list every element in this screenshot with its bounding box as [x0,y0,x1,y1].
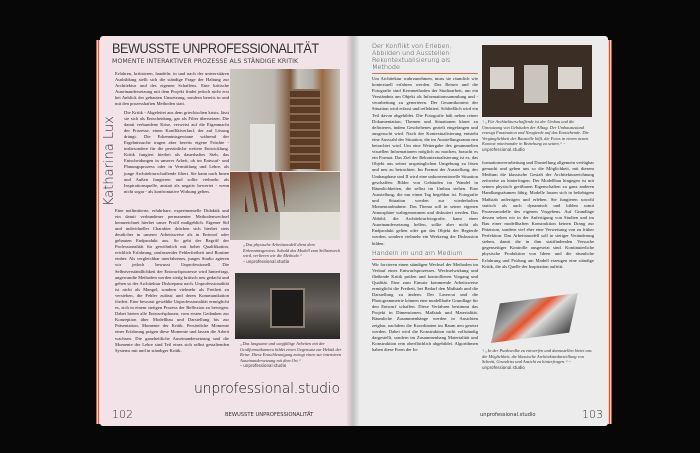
body-paragraph-2: Eine notlimitierte, erfahrbare, experimentelle Didaktik und ein damit verbundener permanenter Methodenwechsel kennzeichnet hierbei unser Profil maßgeblich. Eigener Stil und individueller Charakter drücken sich hierbei stets deutlicher in unserer Arbeitsweise als in Entwurf oder gebauten Endprodukt aus. So geht der Begriff der Professionalität für gewöhnlich mit hoher Qualifikation, reichlich Erfahrung, umfassender Fehlerfreiheit und Routine einher. Als vergleichbar unerfahrenes, junges Studio agieren wir jedoch bewusst Unprofessionell. Die Selbstverständlichkeit der Entwurfsprozesse wird hinterfragt, angewandte Methoden werden stetig kritisch neu gedacht und gehen so der Architektur Diskrepanz nach. Unprofessionalität ist nicht als Mangel, sondern vielmehr als Freiheit zu verstehen, die Fehler zulässt und deren Kommunikation fördert. Eine bewusst gewählte Unprofessionalität ermöglicht es, sich in einem stetigen Prozess der Reflexion zu bewegen. Dabei bieten alle Entwurfsphasen, vom ersten Gedanken zur Konzeption über Modellbau und Darstellung bis zur Präsentation, Momente der Kritik. Persönliche Momente einer Erfahrung prägen diese Momente und lassen die Arbeit wachsen. Die ganzheitliche Auseinandersetzung und die Momente der Lehre sind Teil eines sich selbst gestaltenden Systems mit und in ständiger Kritik. [115,207,229,353]
right-page [352,36,608,426]
heading-rule [372,259,478,260]
section-heading-rekontextualisierung: Der Konflikt von Erleben, Abbilden und Ausstellen: Rekontextualisierung als Methode [372,42,452,71]
left-page [100,36,352,426]
photo-large-format-camera [235,273,340,339]
caption-shop-windows: ↑ „Für Architekturschaffende ist der Umbau und die Umnutzung von Gebäuden der Alltag. Der Umbauzustand erzeugt Faszination und Neugierde auf das Entstehende. Die Vergänglichkeit der Baustelle hilft, die Fotos in einem neuen Kontext miteinander in Beziehung zu setzen.“ – unprofessional.studio [482,119,589,152]
section-heading-handeln: Handeln im und am Medium [372,248,463,257]
intro-paragraph: Erfahren, kritisieren, handeln: in und nach der universitären Ausbildung stellt sich die ständige Frage der Haltung zur Architektur und des eigenen Schaffens. Eine kritische Auseinandersetzung mit dem Projekt findet jedoch nicht erst bei Anblick der gebauten Umsetzung, sondern bereits in und mit den prozesshaften Methoden statt. [115,71,229,107]
book-gutter [346,36,360,426]
photo-interior-bookshelf [230,69,340,171]
article-subtitle: MOMENTE INTERAKTIVER PROZESSE ALS STÄNDIGE KRITIK [112,58,299,65]
running-head-right: unprofessional.studio [480,412,536,418]
section-1 [372,43,478,353]
caption-camera: „Das langsame und sorgfältige Arbeiten mit der Großformatkamera bildet einen Gegensatz zur Hektik der Reise. Diese Entschleunigung zwingt einen zur intensiven Auseinandersetzung mit dem Ort.“ – unprofessional.studio [240,341,342,369]
photo-shop-windows [482,45,592,117]
column-2-text: formationsverarbeitung und Darstellung allgemein verfügbar gemacht und geben uns so die Möglichkeit, mit diesem Medium die klassische Gestalt der Architekturzeichnung zeitweise zu hinterfragen. Der Modellbau hingegen ist mit seinen physisch greifbaren Eigenschaften zu ganz anderen Handlungsräumen fähig. Modelle lassen sich in beliebigem Maßstab anfertigen und erleben. Sie fungieren sowohl statisch als auch dynamisch und bilden somit Prozessmodelle des eigenen Vorgehens. Auf Grundlage dessen sehen wir in der Anfertigung von Studien und im Bau einer modellhaften Konstruktion keinen Drang zur Präzision, sondern viel eher eine Verweisung von zu früher Perfektion. Das Arbeitsmodell soll in stetiger Veränderung stehen, damit die in ihm stattfindenden Versuche gegenseitiger Kontrolle ausgesetzt sind. Kontinuierliche physische Produktion von Ideen und die räumliche Erfahrung und Prüfung am Modell erzeugen eine ständige Kritik, die als Quelle der Inspiration auftritt. [482,160,594,269]
studio-heading: unprofessional.studio [194,381,340,397]
caption-model: „Das physische Arbeitsmodell dient dem Erkenntnisgewinn. Sobald das Modell zum Selbstzweck wird, verlieren wir die Methode.“ – unprofessional.studio [243,242,341,264]
section-1-text: Um Architektur wahrzunehmen, muss sie räumlich wie kontextuell erfahren werden. Das Reisen und die Fotografie sind Kernmethoden der Studioarbeit, um ein Verständnis am Objekt als Informationssammlung und -verarbeitung zu generieren. Der Gesamtkontext der Situation wird erfasst und reflektiert. Schließlich wird ein Teil davon abgebildet. Die Fotografie hält neben reiner Dokumentation, Themen und Situationen klarer zu definieren, indem Geschehenes gezielt eingefangen und ausgesucht wird. Nach der Kontextualisierung entsteht eine Auswahl der Situation, die im Ausstellungsraum neu betrachtet wird. Um eine Weitergabe des gesammelten visuellen Informationen möglich zu machen, braucht es ein Format. Das Ziel der Rekontextualisierung ist es, das Objekt aus seiner ursprünglichen Umgebung zu lösen und neu zu betrachten. Im Format der Ausstellung, der Umbauphase und II wird eine unkonventionelle Situation geschaffen: Bilder von Gebäuden im Wandel in Räumlichkeiten, die selbst im Umbau stehen. Eine Ausstellung, die nur einen Tag begehbar ist. Fotografie und Situation werden zur wiederholten Momentaufnahme. Das Thema soll in seiner eigenen Atmosphäre wahrgenommen und diskutiert werden. Das Abbild, die Architekturfotografie, kann einer Auseinandersetzung helfen, sollte aber nicht als Endprodukt gelten oder gar das Objekt der Begierde werden, sondern vielmehr ein Werkzeug der Diskussion bilden. [372,76,478,246]
page-number-left: 102 [112,408,133,421]
body-paragraph-1: Die Kritik - Abgeleitet aus dem griechischen krisis, lässt sie sich als Entscheidung, gar als Filter übersetzen. Die damit verbundene Krise, verweist auf die Eigenmacht der Prozesse, einen Konfliktverlauf, der auf Lösung drängt. Die Erkenntnisgewinne während der Ergebnissuche tragen aber bereits eigene Früchte - insbesondere für die persönliche weitere Entwicklung. Kritik fungiert hierbei als dauerhaftes Sieb, das Entscheidungen in unserer Arbeit, ob im Entwurf- und Planungsprozess oder in Vermittlung und Lehre, als junge Architekturschaffende filtert. Sie kann nach Innen und Außen fungieren und sollte vielmehr als Inspirationsquelle, anstatt als negativ bewertet - wenn nicht sogar - als konfrontative Wirkung gelten. [124,109,229,194]
section-2-text: Wir forcieren einen ständigen Wechsel der Methoden im Verlauf eines Entwurfsprozesses. Wechselwirkung und fließende Kritik prüfen und kontrollieren Vorgang und Qualität. Eine zum Einsatz kommende Arbeitsweise ermöglicht die Freiheit, bei Bedarf den Maßstab und die Darstellung zu ändern. Der Lasercut und die Photogrammetrie können eine modellhafte Grundlage für den Entwurf schaffen. Diese Verfahren bestimmt das Projekt in Dimensionen, Maßstab und Materialität. Räumliche Zusammenhänge werden in Ansichten zeigbar, nachdem die Koordinaten im Raum neu gesetzt werden. Dabei wird die Konstruktion nicht vollständig dargestellt, sondern im Zusammenhang Materialität und Konstruktion rein oberflächlich abgebildet. Algorithmen haben diese Form der In- [372,261,478,352]
heading-rule [372,73,478,74]
running-head-left: BEWUSSTE UNPROFESSIONALITÄT [225,412,314,418]
photo-physical-model [230,172,340,240]
article-title: BEWUSSTE UNPROFESSIONALITÄT [112,41,319,56]
left-text-column [102,71,229,354]
author-name: Katharina Lux [102,115,117,206]
photo-point-cloud-model [487,290,582,346]
caption-point-cloud: ↑ „In der Punktwolke zu entwerfen und darzustellen bietet uns die Möglichkeit, die klassische Architekturdarstellung von Schnitt, Grundriss und Ansicht zu hinterfragen.“ – unprofessional.studio [482,348,592,370]
author-block [102,109,229,206]
page-number-right: 103 [582,408,603,421]
